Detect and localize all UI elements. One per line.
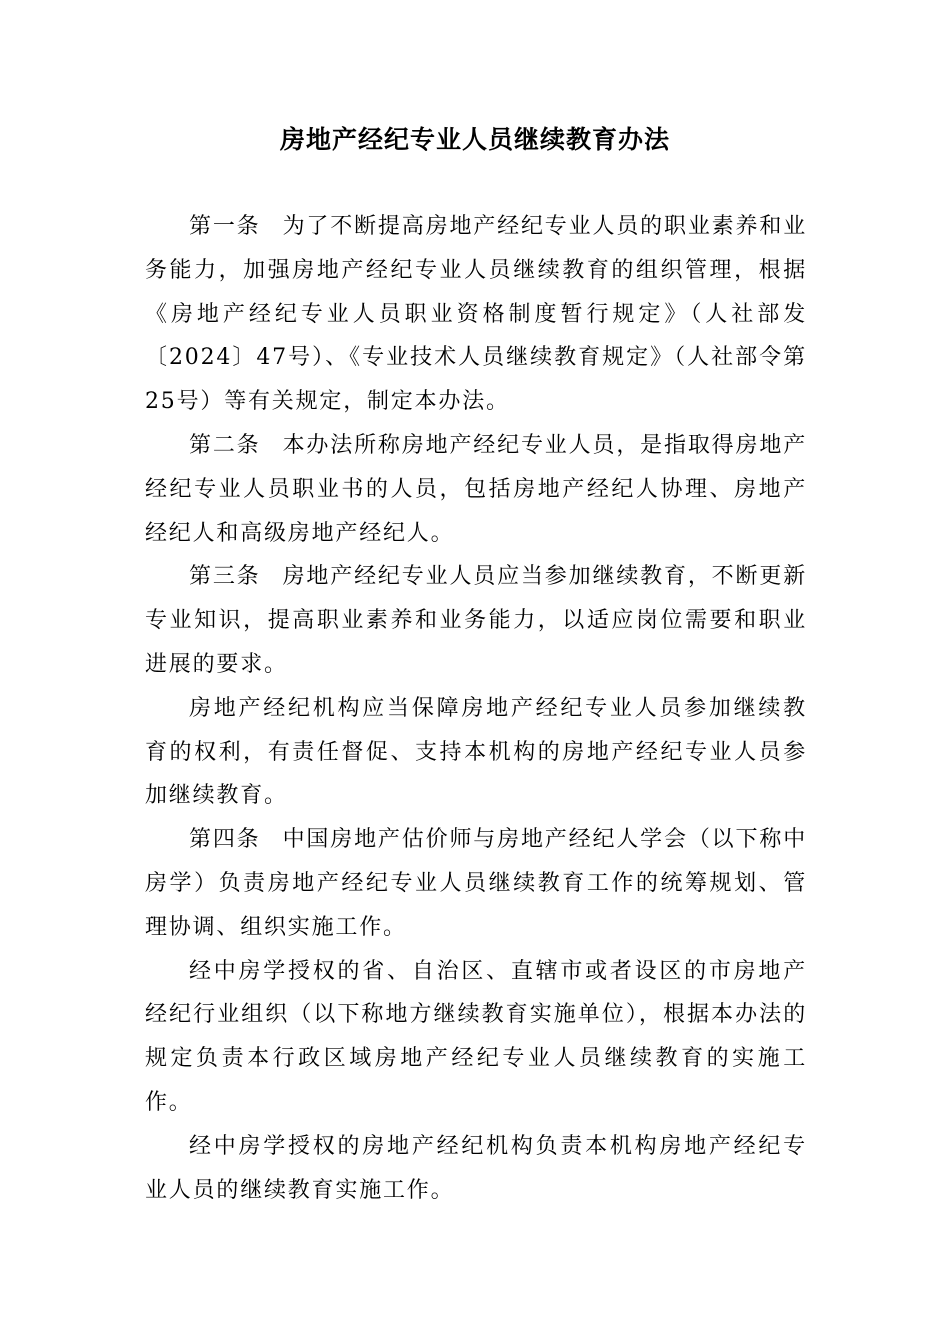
paragraph-article-2 [145, 424, 807, 555]
paragraph-text: 为了不断提高房地产经纪专业人员的职业素养和业务能力，加强房地产经纪专业人员继续教育的组织管理，根据《房地产经纪专业人员职业资格制度暂行规定》（人社部发〔2024〕47号）、《专业技术人员继续教育规定》（人社部令第25号）等有关规定，制定本办法。 [145, 214, 807, 415]
paragraph-text: 中国房地产估价师与房地产经纪人学会（以下称中房学）负责房地产经纪专业人员继续教育工作的统筹规划、管理协调、组织实施工作。 [145, 827, 807, 940]
paragraph-article-3-clause-2 [145, 687, 807, 818]
paragraph-text: 本办法所称房地产经纪专业人员，是指取得房地产经纪专业人员职业书的人员，包括房地产经纪人协理、房地产经纪人和高级房地产经纪人。 [145, 432, 807, 546]
article-number: 第一条 [189, 214, 261, 239]
article-number: 第四条 [189, 827, 261, 853]
document-body [145, 205, 807, 1212]
paragraph-article-3 [145, 555, 807, 686]
paragraph-article-4-clause-3 [145, 1125, 807, 1213]
paragraph-text: 房地产经纪专业人员应当参加继续教育，不断更新专业知识，提高职业素养和业务能力，以适应岗位需要和职业进展的要求。 [145, 564, 807, 677]
paragraph-text: 房地产经纪机构应当保障房地产经纪专业人员参加继续教育的权利，有责任督促、支持本机构的房地产经纪专业人员参加继续教育。 [145, 695, 807, 809]
paragraph-text: 经中房学授权的省、自治区、直辖市或者设区的市房地产经纪行业组织（以下称地方继续教育实施单位），根据本办法的规定负责本行政区域房地产经纪专业人员继续教育的实施工作。 [145, 958, 807, 1115]
article-number: 第二条 [189, 432, 261, 458]
paragraph-article-4 [145, 818, 807, 949]
paragraph-article-4-clause-2 [145, 950, 807, 1125]
paragraph-text: 经中房学授权的房地产经纪机构负责本机构房地产经纪专业人员的继续教育实施工作。 [145, 1133, 807, 1203]
paragraph-article-1 [145, 205, 807, 424]
document-title: 房地产经纪专业人员继续教育办法 [279, 125, 670, 154]
article-number: 第三条 [189, 564, 261, 590]
